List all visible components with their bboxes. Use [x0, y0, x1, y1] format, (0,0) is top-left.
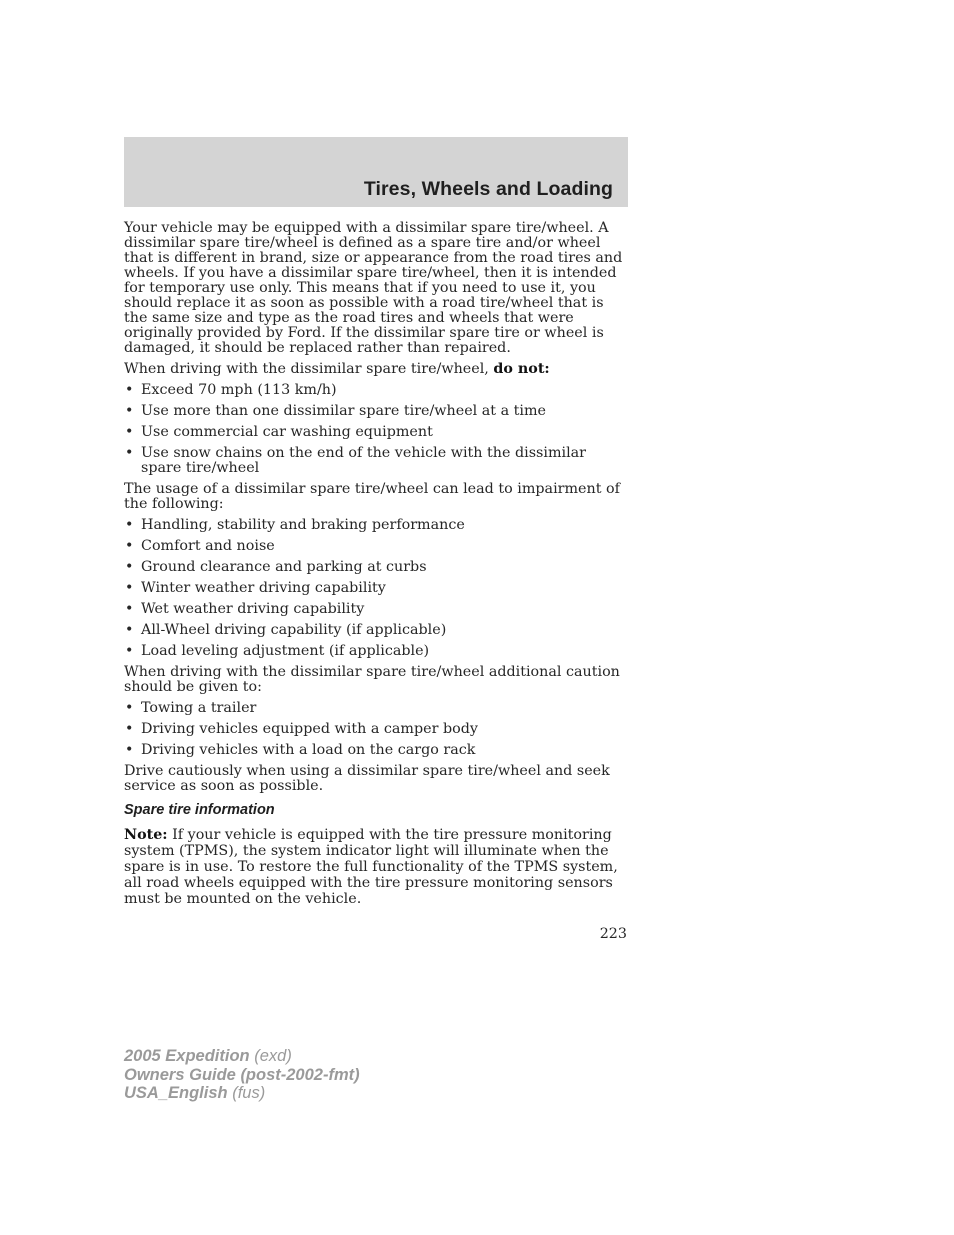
list-item: • Driving vehicles with a load on the cargo rack — [125, 742, 476, 758]
bullet-icon: • — [125, 643, 134, 659]
bullet-icon: • — [125, 517, 134, 533]
footer-line-2: Owners Guide (post-2002-fmt) — [124, 1065, 360, 1084]
bullet-icon: • — [125, 559, 134, 575]
list-item: • All-Wheel driving capability (if applicable) — [125, 622, 447, 638]
list-item: • Ground clearance and parking at curbs — [125, 559, 427, 575]
page-content — [124, 221, 629, 913]
note-label: Note: — [124, 827, 168, 843]
footer-line-1: 2005 Expedition (exd) — [124, 1047, 292, 1065]
do-not-intro-text: When driving with the dissimilar spare tire/wheel, — [124, 361, 489, 377]
list-item: • Comfort and noise — [125, 538, 275, 554]
list-item: • Use snow chains on the end of the vehicle with the dissimilar spare tire/wheel — [125, 445, 587, 476]
caution-list — [124, 701, 629, 758]
bullet-icon: • — [125, 382, 134, 398]
do-not-emphasis: do not: — [493, 361, 550, 377]
bullet-icon: • — [125, 700, 134, 716]
caution-intro: When driving with the dissimilar spare tire/wheel additional caution should be given to: — [124, 664, 620, 695]
bullet-icon: • — [125, 601, 134, 617]
list-item: • Winter weather driving capability — [125, 580, 386, 596]
bullet-icon: • — [125, 538, 134, 554]
bullet-icon: • — [125, 742, 134, 758]
footer-line-3: USA_English (fus) — [124, 1084, 266, 1102]
note-text: If your vehicle is equipped with the tire pressure monitoring system (TPMS), the system indicator light will illuminate when the spare is in use. To restore the full functionality of the TPMS system, all road wheels equipped with the tire pressure monitoring sensors must be mounted on the vehicle. — [124, 827, 618, 907]
list-item: • Towing a trailer — [125, 700, 257, 716]
intro-paragraph: Your vehicle may be equipped with a dissimilar spare tire/wheel. A dissimilar spare tire/wheel is defined as a spare tire and/or wheel that is different in brand, size or appearance from the road tires and wheels. If you have a dissimilar spare tire/wheel, then it is intended for temporary use only. This means that if you need to use it, you should replace it as soon as possible with a road tire/wheel that is the same size and type as the road tires and wheels that were originally provided by Ford. If the dissimilar spare tire or wheel is damaged, it should be replaced rather than repaired. — [124, 220, 623, 356]
list-item: • Load leveling adjustment (if applicable) — [125, 643, 430, 659]
impairment-list — [124, 518, 629, 659]
drive-cautiously-paragraph: Drive cautiously when using a dissimilar spare tire/wheel and seek service as soon as possible. — [124, 763, 610, 794]
page-number: 223 — [599, 926, 627, 942]
document-footer — [124, 1047, 360, 1103]
list-item: • Wet weather driving capability — [125, 601, 365, 617]
section-title: Tires, Wheels and Loading — [363, 178, 613, 200]
section-header-band — [124, 137, 628, 207]
list-item: • Exceed 70 mph (113 km/h) — [125, 382, 337, 398]
do-not-intro — [124, 362, 629, 377]
do-not-list — [124, 383, 629, 476]
bullet-icon: • — [125, 580, 134, 596]
list-item: • Use commercial car washing equipment — [125, 424, 433, 440]
subheading: Spare tire information — [124, 802, 275, 818]
bullet-icon: • — [125, 721, 134, 737]
list-item: • Handling, stability and braking performance — [125, 517, 465, 533]
bullet-icon: • — [125, 445, 134, 461]
bullet-icon: • — [125, 424, 134, 440]
note-paragraph — [124, 827, 629, 907]
bullet-icon: • — [125, 622, 134, 638]
list-item: • Use more than one dissimilar spare tire/wheel at a time — [125, 403, 547, 419]
list-item: • Driving vehicles equipped with a camper body — [125, 721, 478, 737]
impairment-intro: The usage of a dissimilar spare tire/wheel can lead to impairment of the following: — [124, 481, 620, 512]
bullet-icon: • — [125, 403, 134, 419]
